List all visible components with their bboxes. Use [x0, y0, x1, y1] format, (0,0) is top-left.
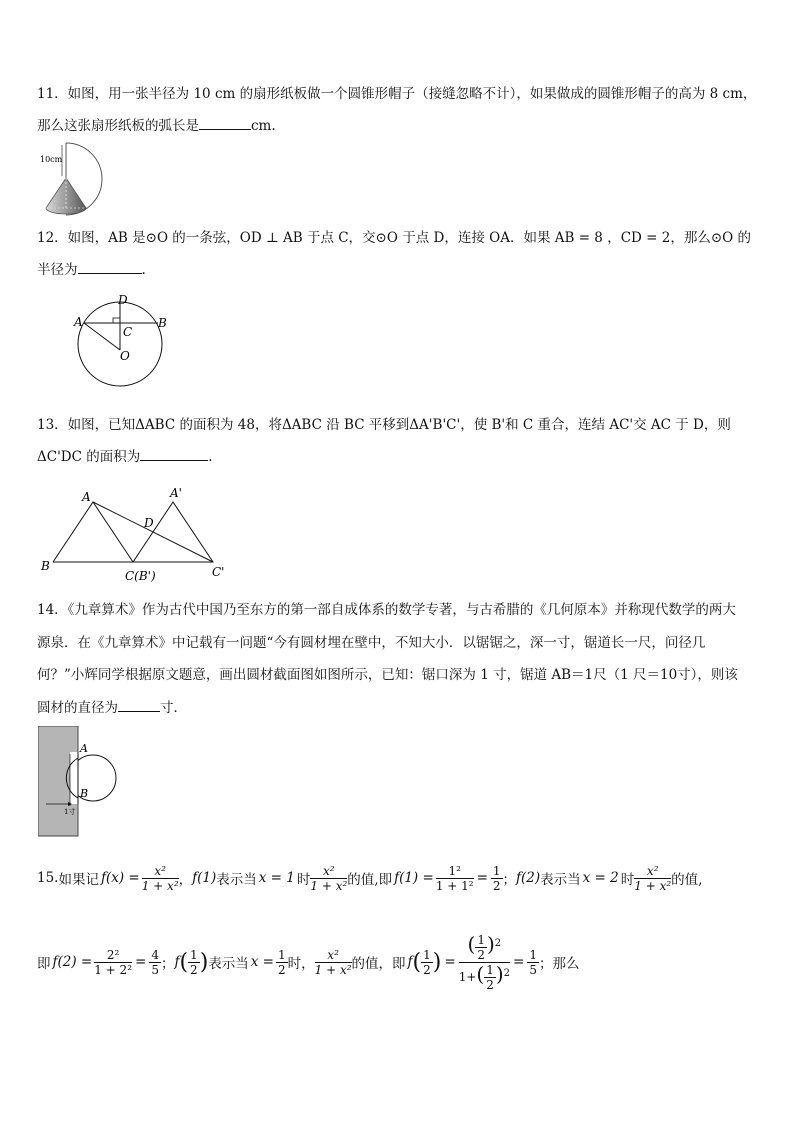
q13-line-ac1	[93, 502, 213, 562]
q15-frac-four-fifths: $\frac{4}{5}$	[151, 947, 159, 977]
q13-triangle-a1b1c1	[133, 502, 213, 562]
q11-cone-figure	[38, 140, 108, 220]
q13-triangle-figure	[38, 484, 238, 584]
q14-text: 圆材的直径为	[37, 700, 118, 716]
q15-frac-two: $\frac{\text{2²}}{\text{1 + 2²}}$	[94, 947, 132, 977]
q11-line1: 11．如图，用一张半径为 10 cm 的扇形纸板做一个圆锥形帽子（接缝忽略不计），如果做成的圆锥形帽子的高为 8 cm，	[37, 86, 757, 102]
q14-line1: 14．《九章算术》作为古代中国乃至东方的第一部自成体系的数学专著，与古希腊的《几何原本》并称现代数学的两大	[37, 602, 736, 618]
q13-label-c1: C'	[212, 565, 225, 579]
q11-answer-blank[interactable]	[199, 115, 251, 130]
q13-label-a1: A'	[170, 486, 182, 500]
q11-line2	[37, 115, 276, 136]
q12-label-c: C	[123, 325, 133, 339]
q14-answer-blank[interactable]	[118, 697, 160, 712]
q15-number: 15.	[37, 870, 59, 886]
q15-frac-half: $\frac{1}{2}$	[492, 863, 501, 893]
q15-frac-fifth: $\frac{1}{5}$	[529, 947, 537, 977]
q14-wall-figure	[38, 726, 120, 838]
q14-line2: 源泉．在《九章算术》中记载有一问题“今有圆材埋在壁中，不知大小．以锯锯之，深一寸，锯道长一尺，问径几	[37, 635, 706, 651]
q14-label-a: A	[80, 742, 88, 755]
q13-label-b: B	[41, 559, 50, 573]
q12-line1: 12．如图，AB 是⊙O 的一条弦，OD ⊥ AB 于点 C，交⊙O 于点 D，连接 OA．如果 AB = 8 ，CD = 2，那么⊙O 的	[37, 230, 751, 246]
q13-line1: 13．如图，已知ΔABC 的面积为 48，将ΔABC 沿 BC 平移到ΔA'B'C'，使 B'和 C 重合，连结 AC'交 AC 于 D，则	[37, 417, 731, 433]
q15-frac-one: $\frac{\text{1²}}{\text{1 + 1²}}$	[435, 863, 474, 893]
q15-fx: f(x) =	[100, 870, 140, 886]
q12-text: 半径为	[37, 262, 78, 278]
q11-text: 那么这张扇形纸板的弧长是	[37, 118, 199, 134]
q12-label-d: D	[118, 293, 128, 307]
q12-answer-blank[interactable]	[78, 259, 142, 274]
q15-row1: 15. 如果记 f(x) = $\frac{\text{x²}}{\text{1 + x²}}$ ， f(1) 表示当 x = 1 时 x² 1 + x² 的值,即 f(1) = $\frac{\text{1²}}{\text{1 + 1²}}$ = $\frac{1}{2}$ ； f(2) 表示当 x = 2 时 x² 1 + x² 的值,	[37, 863, 703, 893]
q13-line2: ΔC'DC 的面积为 .	[37, 446, 213, 467]
q11-unit: cm.	[251, 118, 276, 134]
q15-row2: 即 f(2) = $\frac{\text{2²}}{\text{1 + 2²}}$ = $\frac{4}{5}$ ； f ( 1 2 ) 表示当 x = $\frac{1}{2}$ 时， x² 1 + x² 的值，即 f ( 1 2 ) = ( $\frac{1}{2}$ )$^2$ 1+( $\frac{1}{2}$ )$^2$ = $\frac{1}{5}$ ；那么	[37, 931, 580, 992]
q15-frac-3: x² 1 + x²	[314, 947, 352, 977]
q13-triangle-abc	[53, 502, 133, 562]
q13-text: ΔC'DC 的面积为	[37, 449, 141, 465]
q13-label-c: C(B')	[125, 569, 156, 583]
q15-frac-2: x² 1 + x²	[634, 863, 672, 893]
q12-circle-figure	[68, 288, 178, 398]
q11-label-10cm: 10cm	[40, 155, 63, 164]
q15-text: 如果记	[58, 872, 99, 888]
q12-label-a: A	[74, 315, 83, 329]
q15-frac-1: x² 1 + x²	[310, 863, 348, 893]
q12-line2: 半径为 .	[37, 259, 146, 280]
q15-frac-def: $\frac{\text{x²}}{\text{1 + x²}}$	[141, 863, 179, 893]
q14-label-b: B	[80, 787, 89, 800]
q15-frac-compound: ( $\frac{1}{2}$ )$^2$ 1+( $\frac{1}{2}$ )$^2$	[458, 931, 511, 992]
q13-label-d: D	[144, 516, 154, 530]
q12-label-b: B	[158, 316, 167, 330]
q14-label-depth: 1寸	[64, 808, 76, 816]
q14-line3: 何？”小辉同学根据原文题意，画出圆材截面图如图所示，已知：锯口深为 1 寸，锯道 AB＝1尺（1 尺＝10寸），则该	[37, 667, 738, 683]
q12-label-o: O	[120, 349, 130, 363]
q13-answer-blank[interactable]	[140, 446, 208, 461]
q13-label-a: A	[82, 490, 91, 504]
q12-line-oa	[84, 323, 120, 350]
q14-line4: 圆材的直径为 寸．	[37, 697, 187, 718]
